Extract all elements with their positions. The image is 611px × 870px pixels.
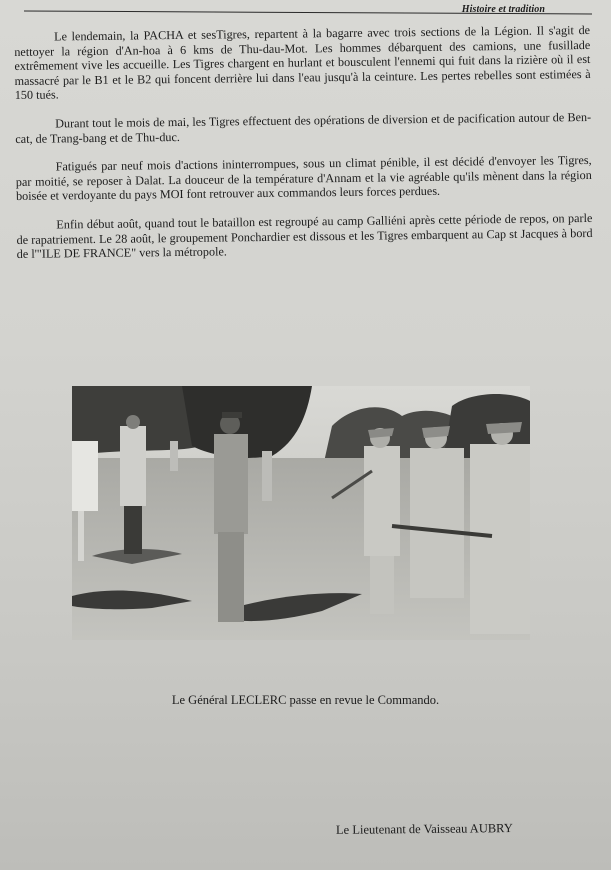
section-title: Histoire et tradition [461,4,545,15]
paragraph-2: Durant tout le mois de mai, les Tigres effectuent des opérations de diversion et de pacification autour de Ben-cat, de Trang-bang et de Thu-duc. [15,109,592,146]
photo-illustration [72,386,530,640]
review-photograph [72,386,530,640]
photo-caption: Le Général LECLERC passe en revue le Commando. [171,693,440,707]
paragraph-3: Fatigués par neuf mois d'actions ininterrompues, sous un climat pénible, il est décidé d'envoyer les Tigres, par moitié, se reposer à Dalat. La douceur de la température d'Annam et la vie agréable qu'ils mènent dans la région boisée et verdoyante du pays MOI font retrouver aux commandos leurs forces perdues. [15,153,592,204]
paragraph-1: Le lendemain, la PACHA et sesTigres, repartent à la bagarre avec trois sections de la Légion. Il s'agit de nettoyer la région d'An-hoa à 6 kms de Thu-dau-Mot. Les hommes débarquent des camions, une fusillade extrêmement vive les accueille. Les Tigres chargent en hurlant et bousculent l'ennemi qui fuit dans la rizière où il est massacré par le B1 et le B2 qui foncent derrière lui dans l'eau jusqu'à la ceinture. Les pertes rebelles sont estimées à 150 tués. [14,22,591,103]
paragraph-4: Enfin début août, quand tout le bataillon est regroupé au camp Galliéni après cette période de repos, on parle de rapatriement. Le 28 août, le groupement Ponchardier est dissous et les Tigres embarquent au Cap st Jacques à bord de l'"ILE DE FRANCE" vers la métropole. [16,210,593,262]
author-signature: Le Lieutenant de Vaisseau AUBRY [335,821,513,837]
article-body [14,23,593,276]
